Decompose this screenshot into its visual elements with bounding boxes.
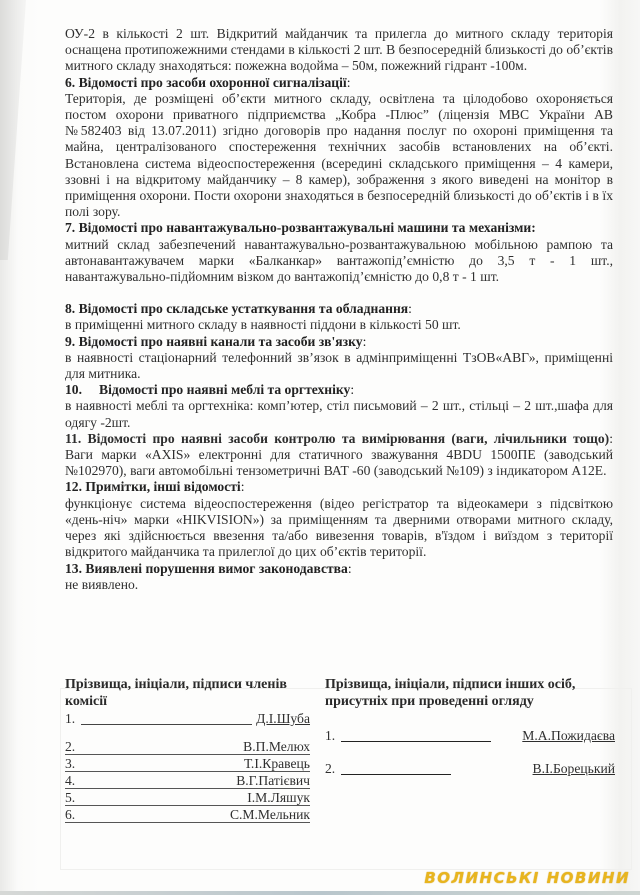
signatures-block [65, 676, 635, 871]
section-9: 9. Відомості про наявні канали та засоби зв'язку: в наявності стаціонарний телефонний зв’язок в адмінприміщенні ТзОВ«АВГ», приміщенні для митника. [65, 333, 613, 382]
section-heading: 8. Відомості про складське устаткування та обладнання [65, 301, 409, 317]
section-heading: 12. Примітки, інші відомості [65, 479, 241, 495]
section-13: 13. Виявлені порушення вимог законодавства: не виявлено. [65, 561, 613, 593]
signature-row [325, 760, 615, 776]
section-body: в наявності меблі та оргтехніка: комп’ютер, стіл письмовий – 2 шт., стільці – 2 шт.,шафа для одягу -2шт. [65, 398, 613, 430]
section-body: не виявлено. [65, 576, 139, 592]
intro-paragraph: ОУ-2 в кількості 2 шт. Відкритий майданчик та прилегла до митного складу територія оснащена протипожежними стендами в кількості 2 шт. В безпосередній близькості до об’єктів митного складу знаходяться: пожежна водойма – 50м, пожежний гідрант -100м. [65, 26, 613, 74]
section-12: 12. Примітки, інші відомості: функціонує система відеоспостереження (відео регістратор та відеокамери з підсвіткою «день-ніч» марки «HIKVISION») за приміщенням та дверними отворами митного складу, через які здійснюється ввезення та/або вивезення товарів, в'їздом і виїздом з території відкритого майданчика та прилеглої до цих об’єктів території. [65, 479, 613, 560]
row-number: 1. [65, 711, 76, 726]
section-number: 10. [65, 382, 82, 398]
section-10: 10. Відомості про наявні меблі та оргтехніку: в наявності меблі та оргтехніка: комп’ютер, стіл письмовий – 2 шт., стільці – 2 шт.,шафа для одягу -2шт. [65, 382, 613, 430]
section-body: Ваги марки «AXIS» електронні для статичного зважування 4BDU 1500ПЕ (заводський №102970), ваги автомобільні тензометричні ВАТ -60 (заводський №109) з індикатором А12Е. [65, 447, 613, 479]
signature-row [65, 789, 310, 806]
member-name: В.П.Мелюх [243, 739, 310, 754]
watermark-logo: ВОЛИНСЬКІ НОВИНИ [424, 869, 630, 887]
person-name: В.І.Борецький [532, 761, 615, 776]
member-name: С.М.Мельник [229, 807, 310, 822]
other-persons-signatures [325, 676, 615, 776]
section-6: 6. Відомості про засоби охоронної сигналізації: Територія, де розміщені об’єкти митного складу, освітлена та цілодобово охороняється постом охорони приватного підприємства „Кобра -Плюс” (ліцензія МВС України АВ №582403 від 13.07.2011) згідно договорів про надання послуг по охороні приміщення та майна, централізованого спостереження технічних засобів встановлених на об’єкті. Встановлена система відеоспостереження (всередині складського приміщення – 4 камери, ззовні і на відкритому майданчику – 8 камер), зображення з якого виведені на монітор в приміщення охорони. Пости охорони знаходяться в безпосередній близькості до об’єктів і в їх полі зору. [65, 74, 613, 220]
row-number: 1. [325, 728, 336, 743]
section-11: 11. Відомості про наявні засоби контролю та вимірювання (ваги, лічильники тощо): Ваги марки «AXIS» електронні для статичного зважування 4BDU 1500ПЕ (заводський №102970), ваги автомобільні тензометричні ВАТ -60 (заводський №109) з індикатором А12Е. [65, 430, 613, 479]
row-number: 2. [325, 761, 336, 776]
member-name: В.Г.Патієвич [236, 773, 310, 788]
signature-row [65, 738, 310, 755]
section-8: 8. Відомості про складське устаткування та обладнання: в приміщенні митного складу в наявності піддони в кількості 50 шт. [65, 301, 613, 333]
commission-title: Прізвища, ініціали, підписи членів комісії [65, 677, 287, 709]
document-body [65, 26, 613, 593]
signature-row [65, 710, 310, 726]
section-7: 7. Відомості про навантажувально-розвантажувальні машини та механізми: митний склад забезпечений навантажувально-розвантажувальною мобільною рампою та автонавантажувачем марки «Балканкар» вантажопід’ємністю до 3,5 т - 1 шт., навантажувально-підйомним візком до вантажопід’ємністю до 0,8 т - 1 шт. [65, 220, 613, 285]
signature-row [65, 806, 310, 823]
section-body: в приміщенні митного складу в наявності піддони в кількості 50 шт. [65, 317, 461, 333]
section-heading: 7. Відомості про навантажувально-розвантажувальні машини та механізми [65, 220, 532, 236]
section-body: в наявності стаціонарний телефонний зв’язок в адмінприміщенні ТзОВ«АВГ», приміщенні для митника. [65, 349, 613, 382]
commission-signatures [65, 676, 310, 823]
row-number: 5. [65, 790, 76, 805]
section-heading: Відомості про наявні меблі та оргтехніку [99, 382, 351, 398]
row-number: 3. [65, 756, 76, 771]
bottom-edge-strip [0, 891, 640, 895]
member-name: Д.І.Шуба [256, 711, 310, 726]
section-heading: 11. Відомості про наявні засоби контролю та вимірювання (ваги, лічильники тощо) [65, 430, 610, 446]
section-heading: 9. Відомості про наявні канали та засоби зв'язку [65, 333, 363, 349]
page-curl-shadow [0, 0, 26, 260]
section-heading: 6. Відомості про засоби охоронної сигналізації [65, 74, 347, 90]
member-name: Т.І.Кравець [243, 756, 310, 771]
signature-row [65, 755, 310, 772]
member-name: І.М.Ляшук [247, 790, 310, 805]
section-heading: 13. Виявлені порушення вимог законодавства [65, 560, 348, 576]
signature-row [65, 772, 310, 789]
section-body: митний склад забезпечений навантажувально-розвантажувальною мобільною рампою та автонавантажувачем марки «Балканкар» вантажопід’ємністю до 3,5 т - 1 шт., навантажувально-підйомним візком до вантажопід’ємністю до 0,8 т - 1 шт. [65, 236, 613, 285]
signature-line [341, 774, 451, 775]
signature-row [325, 727, 615, 743]
signature-line [341, 741, 491, 742]
row-number: 2. [65, 739, 76, 754]
others-title: Прізвища, ініціали, підписи інших осіб, присутніх при проведенні огляду [325, 677, 576, 709]
row-number: 4. [65, 773, 76, 788]
signature-line [81, 723, 252, 725]
section-body: функціонує система відеоспостереження (відео регістратор та відеокамери з підсвіткою «день-ніч» марки «HIKVISION») за приміщенням та дверними отворами митного складу, через які здійснюється ввезення та/або вивезення товарів, в'їздом і виїздом з території відкритого майданчика та прилеглої до цих об’єктів території. [65, 495, 613, 560]
section-body: Територія, де розміщені об’єкти митного складу, освітлена та цілодобово охороняється постом охорони приватного підприємства „Кобра -Плюс” (ліцензія МВС України АВ №582403 від 13.07.2011) згідно договорів про надання послуг по охороні приміщення та майна, централізованого спостереження технічних засобів встановлених на об’єкті. Встановлена система відеоспостереження (всередині складського приміщення – 4 камери, ззовні і на відкритому майданчику – 8 камер), зображення з якого виведені на монітор в приміщення охорони. Пости охорони знаходяться в безпосередній близькості до об’єктів і в їх полі зору. [65, 90, 613, 220]
spacer [65, 285, 613, 301]
person-name: М.А.Пожидаєва [522, 728, 615, 743]
row-number: 6. [65, 807, 76, 822]
